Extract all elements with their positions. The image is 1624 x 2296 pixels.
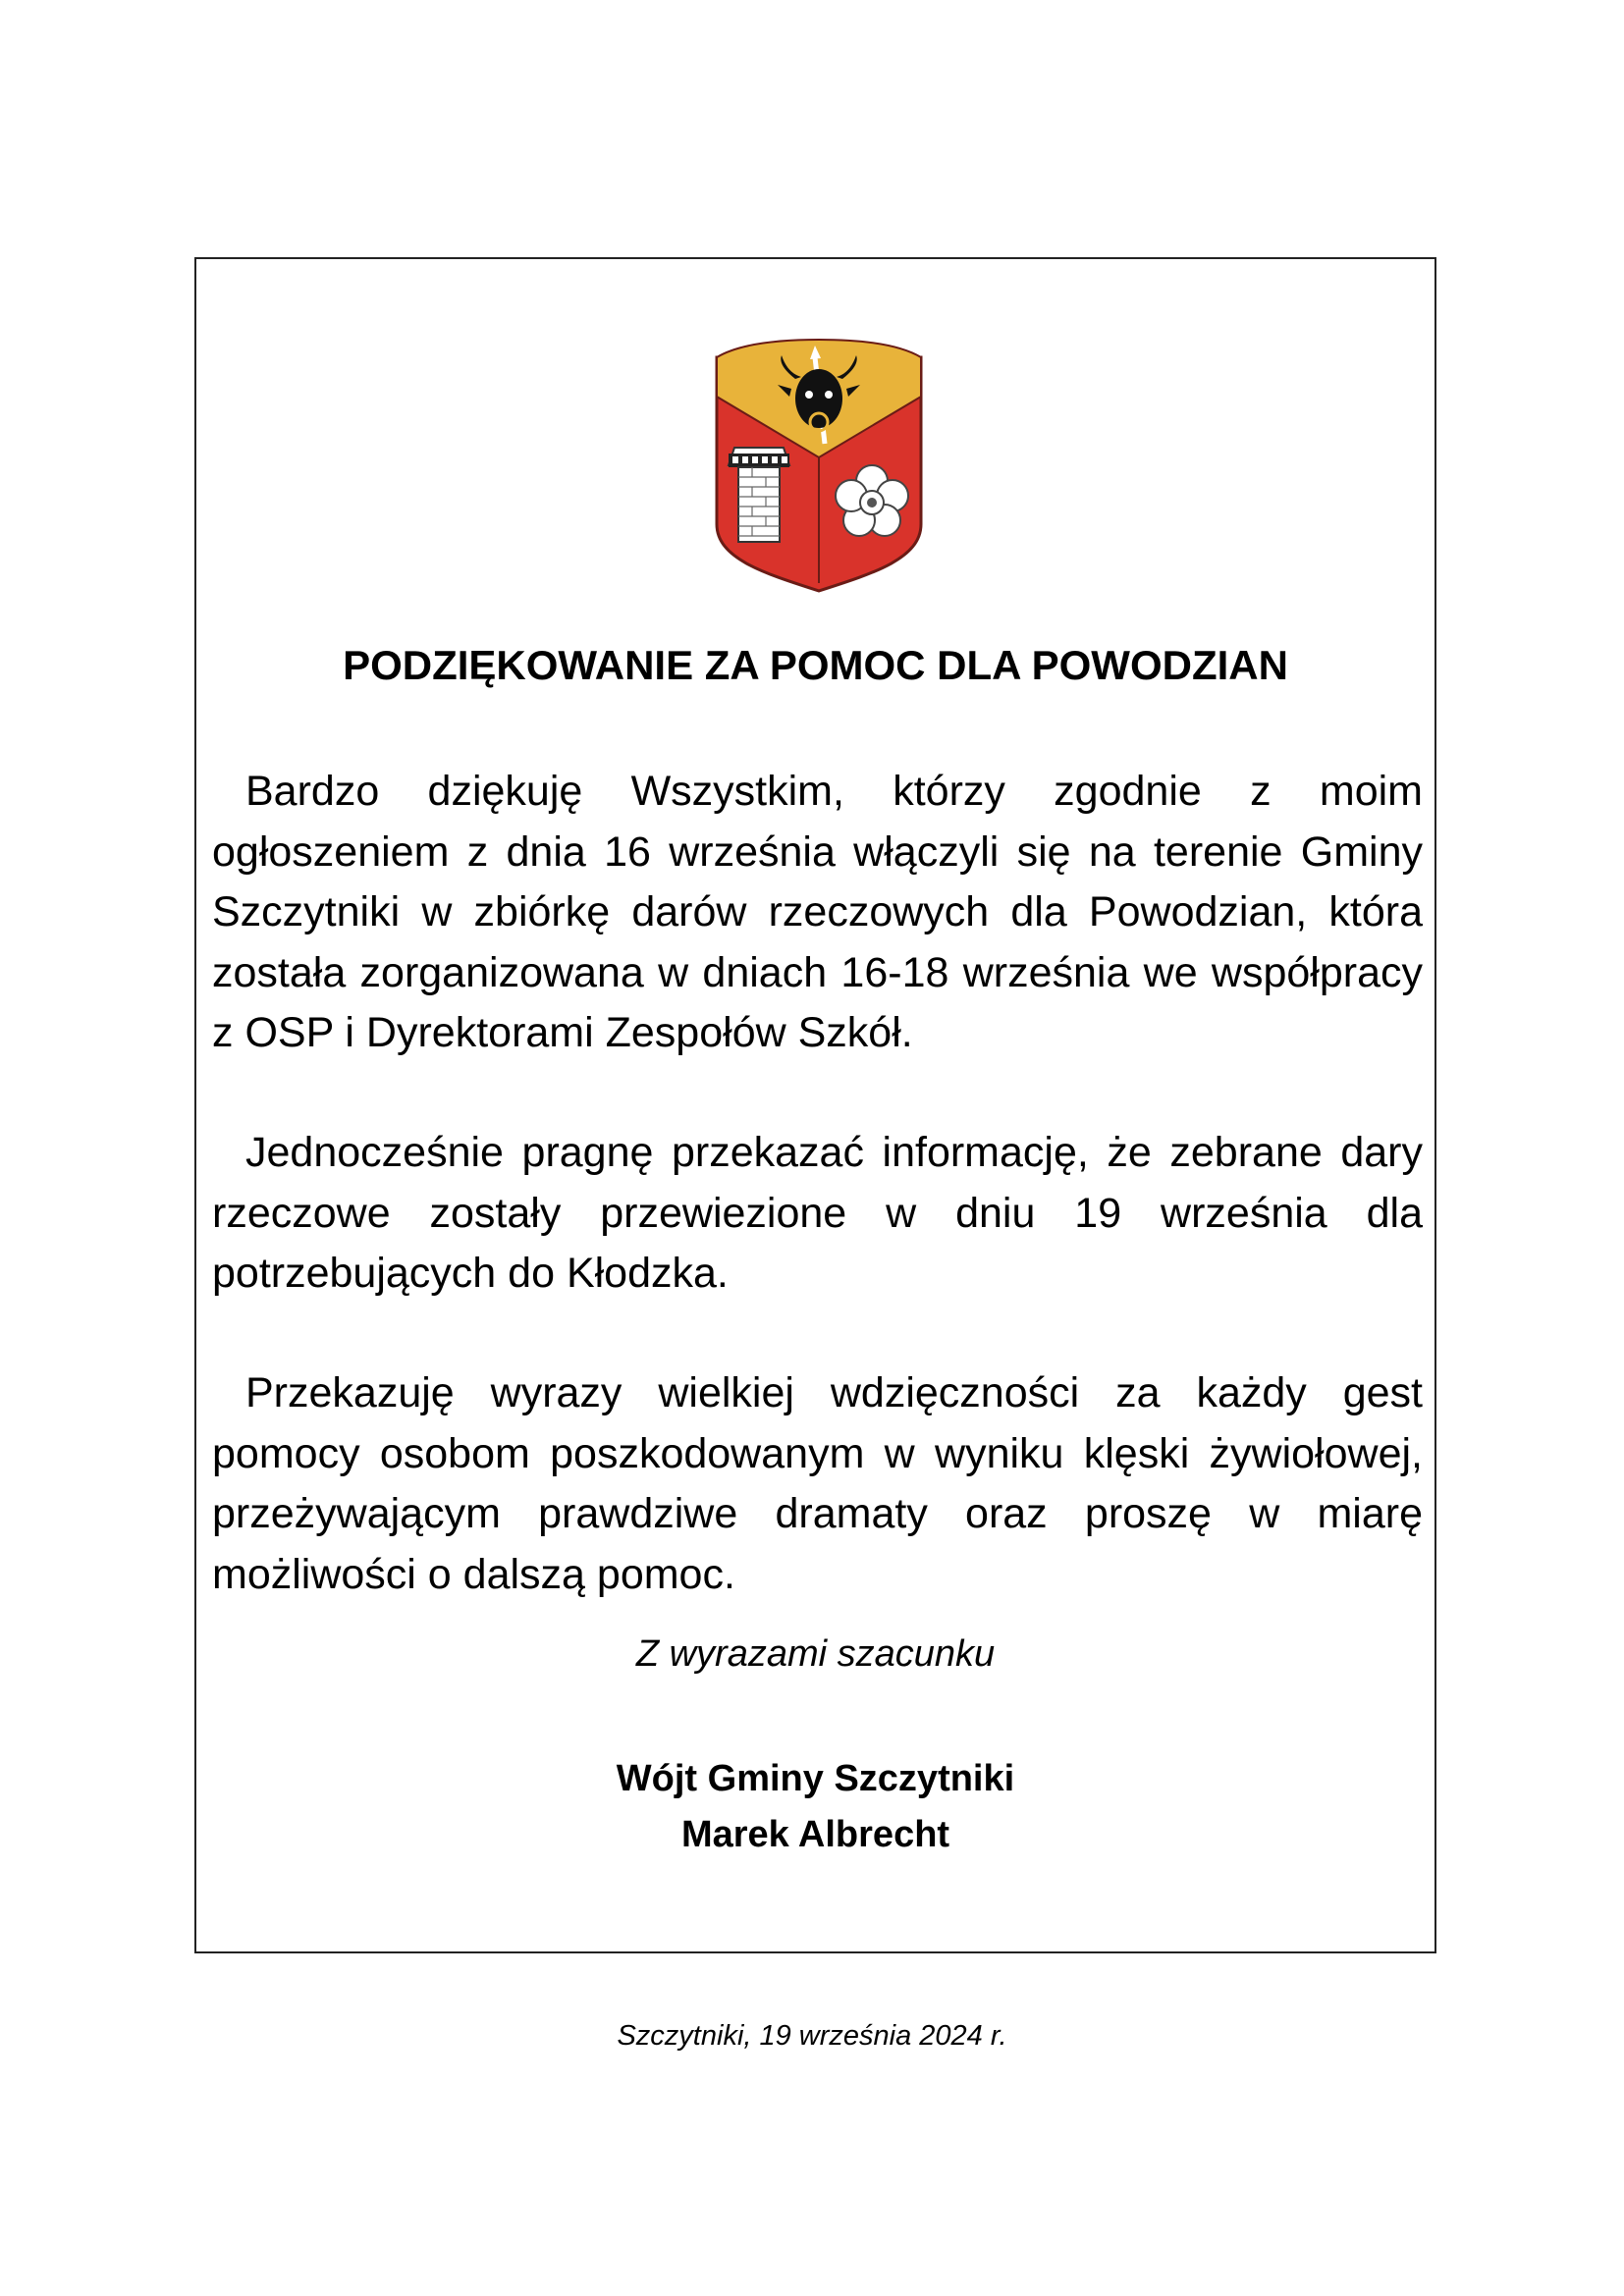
paragraph-thanks: Bardzo dziękuję Wszystkim, którzy zgodnie z moim ogłoszeniem z dnia 16 września włączyli się na terenie Gminy Szczytniki w zbiórkę darów rzeczowych dla Powodzian, która została zorganizowana w dniach 16-18 września we współpracy z OSP i Dyrektorami Zespołów Szkół. (212, 768, 1423, 1056)
signature-position: Wójt Gminy Szczytniki (616, 1758, 1015, 1799)
signature-block (196, 1751, 1435, 1863)
coat-of-arms-icon (707, 338, 931, 595)
page-title: PODZIĘKOWANIE ZA POMOC DLA POWODZIAN (343, 642, 1288, 688)
notice-frame (194, 257, 1436, 1953)
paragraph-information: Jednocześnie pragnę przekazać informację, że zebrane dary rzeczowe zostały przewiezione w dniu 19 września dla potrzebujących do Kłodzka. (212, 1129, 1423, 1297)
closing-phrase: Z wyrazami szacunku (635, 1633, 996, 1675)
paragraph-gratitude: Przekazuję wyrazy wielkiej wdzięczności za każdy gest pomocy osobom poszkodowanym w wyniku klęski żywiołowej, przeżywającym prawdziwe dramaty oraz proszę w miarę możliwości o dalszą pomoc. (212, 1369, 1423, 1598)
signature-name: Marek Albrecht (680, 1814, 950, 1855)
place-date-footer: Szczytniki, 19 września 2024 r. (617, 2020, 1007, 2052)
